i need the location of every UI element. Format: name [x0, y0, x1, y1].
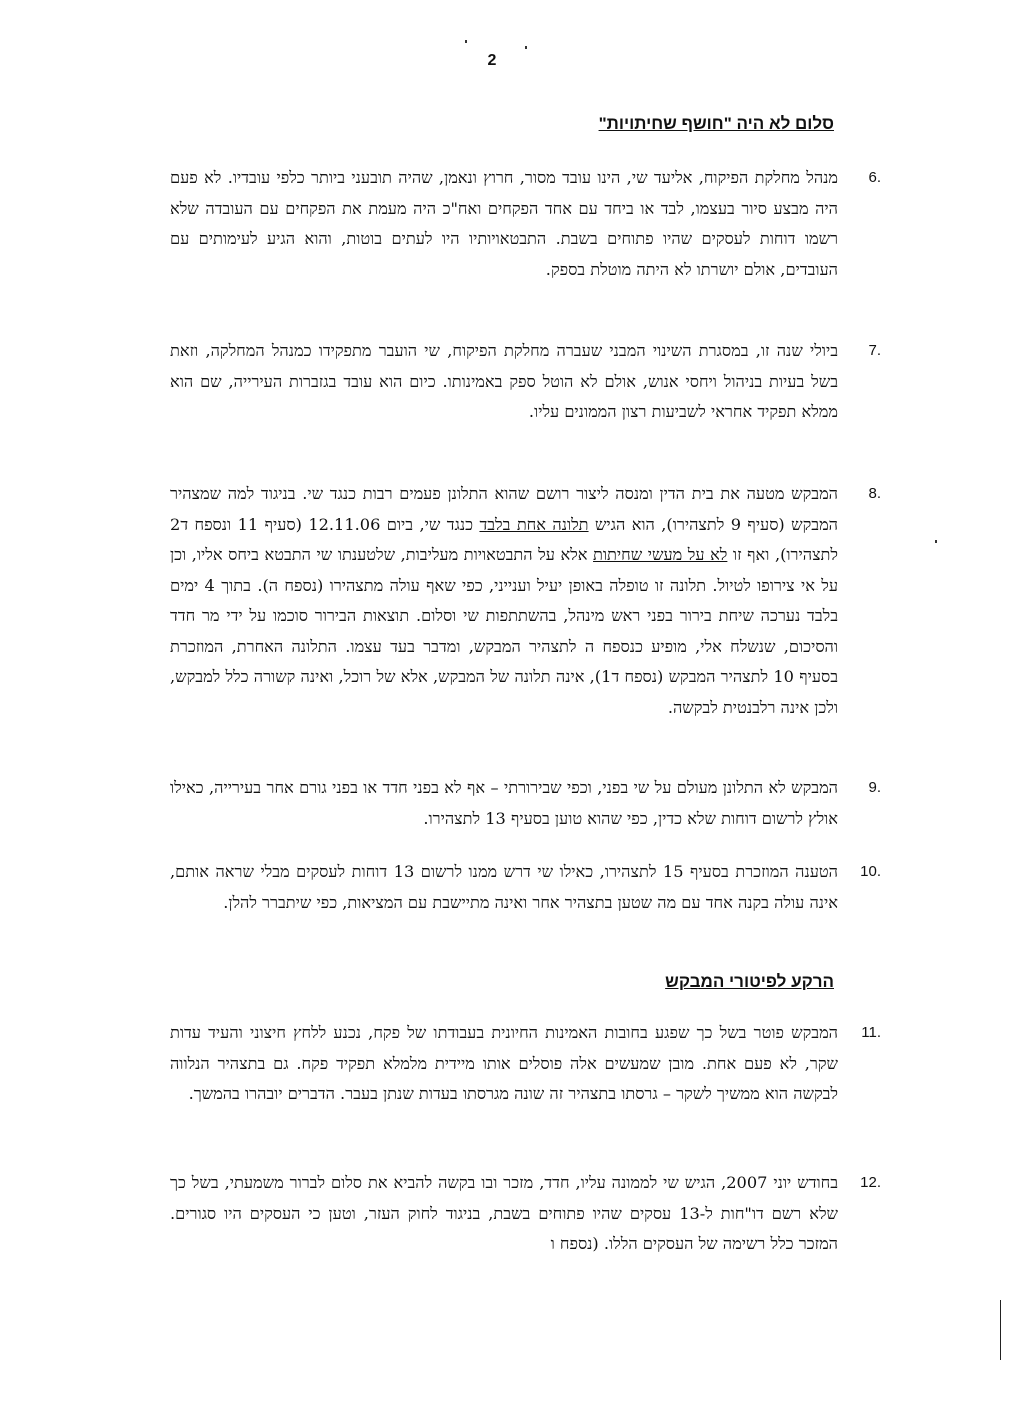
scan-speck — [465, 40, 467, 43]
paragraph-text: המבקש פוטר בשל כך שפגע בחובות האמינות החיונית בעבודתו של פקח, נכנע ללחץ חיצוני והעיד עדות שקר, לא פעם אחת. מובן שמעשים אלה פוסלים אותו מיידית מלמלא תפקיד פקח. גם בתצהיר הנלווה לבקשה הוא ממשיך לשקר – גרסתו בתצהיר זה שונה מגרסתו בעדות שנתן בעבר. הדברים יובהרו בהמשך. — [170, 1023, 838, 1103]
section-heading-salom: סלום לא היה "חושף שחיתויות" — [598, 114, 834, 133]
paragraph-number: .12 — [860, 1174, 881, 1191]
page-number: 2 — [487, 52, 497, 69]
paragraph-number: .11 — [861, 1024, 881, 1041]
underlined-phrase: תלונה אחת בלבד — [479, 514, 589, 534]
paragraph-12 — [170, 1168, 881, 1260]
paragraph-number: .6 — [868, 169, 881, 186]
paragraph-number: .9 — [868, 779, 881, 796]
paragraph-text: מנהל מחלקת הפיקוח, אליעד שי, הינו עובד מסור, חרוץ ונאמן, שהיה תובעני ביותר כלפי עובדיו. לא פעם היה מבצע סיור בעצמו, לבד או ביחד עם אחד הפקחים ואח"כ היה מעמת את הפקחים עם העובדה שלא רשמו דוחות לעסקים שהיו פתוחים בשבת. התבטאויותיו היו לעתים בוטות, והוא הגיע לעימותים עם העובדים, אולם יושרתו לא היתה מוטלת בספק. — [170, 168, 838, 279]
paragraph-10 — [170, 857, 881, 918]
paragraph-number: .7 — [868, 342, 881, 359]
paragraph-text: המבקש מטעה את בית הדין ומנסה ליצור רושם שהוא התלונן פעמים רבות כנגד שי. בניגוד למה שמצהיר המבקש (סעיף 9 לתצהירו), הוא הגיש — [170, 484, 838, 534]
paragraph-text: הטענה המוזכרת בסעיף 15 לתצהירו, כאילו שי דרש ממנו לרשום 13 דוחות לעסקים מבלי שראה אותם, אינה עולה בקנה אחד עם מה שטען בתצהיר אחר ואינה מתיישבת עם המציאות, כפי שיתברר להלן. — [170, 862, 838, 912]
underlined-phrase: לא על מעשי שחיתות — [593, 545, 728, 564]
scan-speck — [935, 540, 937, 543]
paragraph-text: המבקש לא התלונן מעולם על שי בפני, וכפי שבירורתי – אף לא בפני חדד או בפני גורם אחר בעירייה, כאילו אולץ לרשום דוחות שלא כדין, כפי שהוא טוען בסעיף 13 לתצהירו. — [170, 778, 838, 828]
paragraph-text: אלא על התבטאויות מעליבות, שלטענתו שי התבטא ביחס אליו, וכן על אי צירופו לטיול. תלונה זו טופלה באופן יעיל וענייני, כפי שאף עולה מתצהירו (נספח ה). בתוך 4 ימים בלבד נערכה שיחת בירור בפני ראש מינהל, בהשתתפות שי וסלום. תוצאות הבירור סוכמו על ידי מר חדד והסיכום, שנשלח אלי, מופיע כנספח ה לתצהיר המבקש, ומדבר בעד עצמו. התלונה האחרת, המוזכרת בסעיף 10 לתצהיר המבקש (נספח ד1), אינה תלונה של המבקש, אלא של רוכל, ואינה קשורה כלל למבקש, ולכן אינה רלבנטית לבקשה. — [170, 545, 839, 717]
paragraph-8 — [170, 479, 881, 723]
paragraph-9 — [170, 773, 881, 834]
paragraph-text: בחודש יוני 2007, הגיש שי לממונה עליו, חדד, מזכר ובו בקשה להביא את סלום לברור משמעתי, בשל כך שלא רשם דו"חות ל-13 עסקים שהיו פתוחים בשבת, בניגוד לחוק העזר, וטען כי העסקים היו סגורים. המזכר כלל רשימה של העסקים הללו. (נספח ו — [170, 1173, 838, 1253]
scan-speck — [525, 46, 527, 49]
section-heading-background: הרקע לפיטורי המבקש — [665, 972, 834, 991]
paragraph-text: כנגד שי, ביום 12.11.06 (סעיף 11 ונספח ד2 לתצהירו), ואף זו — [170, 514, 838, 564]
paragraph-number: .10 — [860, 863, 881, 880]
paragraph-7 — [170, 336, 881, 428]
paragraph-11 — [170, 1018, 881, 1110]
scan-edge-line — [1000, 1300, 1001, 1360]
paragraph-text: ביולי שנה זו, במסגרת השינוי המבני שעברה מחלקת הפיקוח, שי הועבר מתפקידו כמנהל המחלקה, וזאת בשל בעיות בניהול ויחסי אנוש, אולם לא הוטל ספק באמינותו. כיום הוא עובד בגזברות העירייה, שם הוא ממלא תפקיד אחראי לשביעות רצון הממונים עליו. — [170, 341, 838, 421]
paragraph-6 — [170, 163, 881, 285]
paragraph-number: .8 — [868, 485, 881, 502]
